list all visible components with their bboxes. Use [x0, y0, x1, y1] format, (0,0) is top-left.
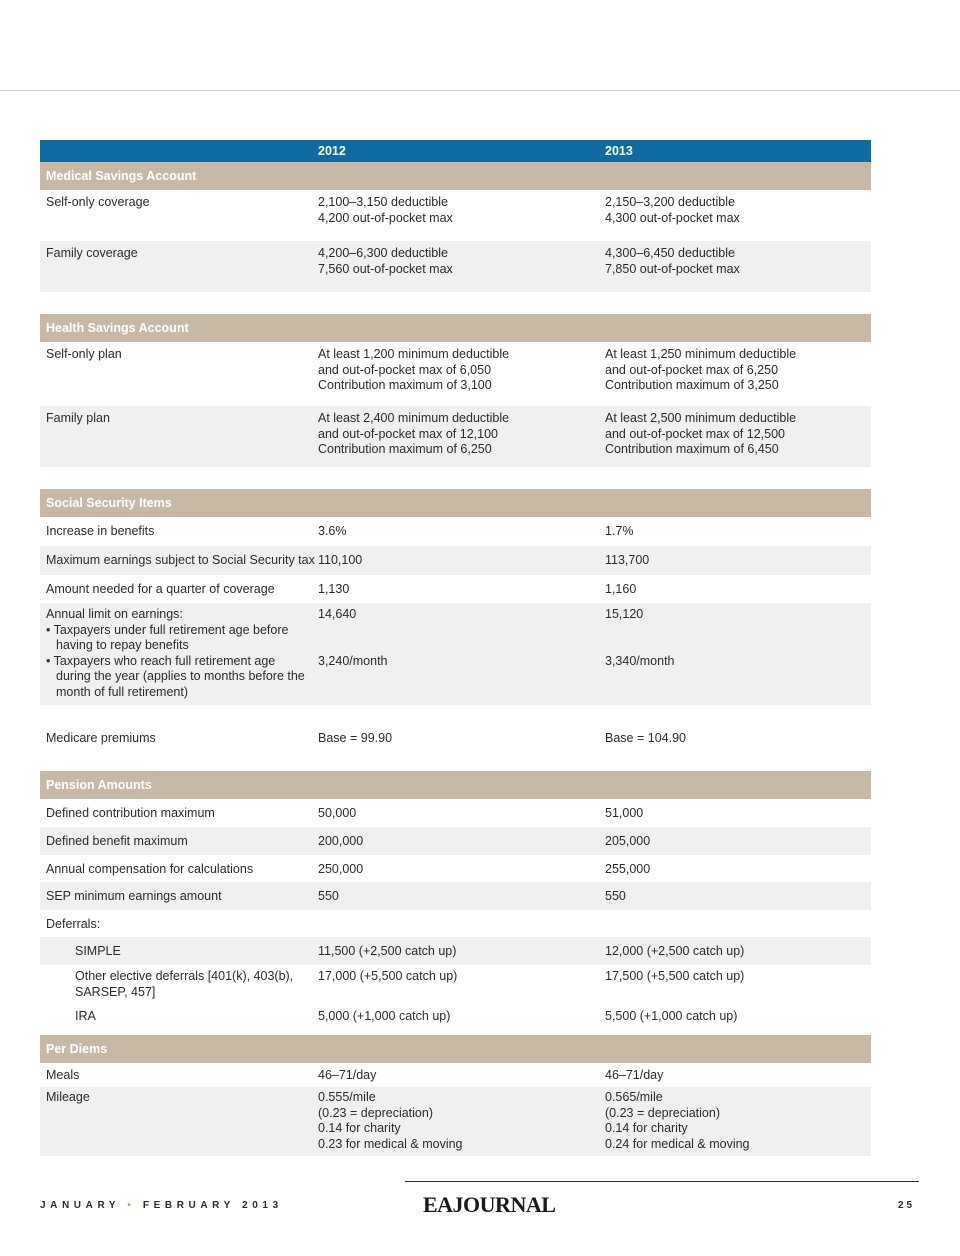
cell-line: 0.565/mile	[605, 1090, 663, 1104]
table-row	[40, 342, 871, 406]
cell-2012: 11,500 (+2,500 catch up)	[318, 944, 457, 958]
section-title: Social Security Items	[46, 496, 172, 510]
cell-line: and out-of-pocket max of 6,050	[318, 362, 492, 377]
section-gap	[40, 467, 871, 489]
cell-2012: 50,000	[318, 806, 357, 820]
cell-2013: 51,000	[605, 806, 644, 820]
tax-figures-table	[40, 140, 871, 1156]
bullet-line: • Taxpayers under full retirement age before	[46, 622, 289, 637]
cell-2012: 3.6%	[318, 524, 347, 538]
cell-line: 0.24 for medical & moving	[605, 1136, 750, 1151]
row-label: Self-only plan	[46, 347, 122, 361]
table-row	[40, 241, 871, 292]
cell-line: Contribution maximum of 3,100	[318, 378, 492, 392]
cell-line: Contribution maximum of 3,250	[605, 378, 779, 392]
section-title: Pension Amounts	[46, 778, 152, 792]
bullet-line: month of full retirement)	[56, 684, 188, 699]
issue-month-1: JANUARY	[40, 1200, 120, 1211]
row-label: Meals	[46, 1068, 80, 1082]
cell-2012: 46–71/day	[318, 1068, 377, 1082]
cell-2013: Base = 104.90	[605, 731, 686, 745]
cell-2013	[605, 411, 796, 458]
row-label: Mileage	[46, 1090, 90, 1104]
section-social-security-items	[40, 489, 871, 517]
bullet-line: having to repay benefits	[56, 638, 189, 652]
cell-line: 2,150–3,200 deductible	[605, 195, 735, 209]
cell-line: and out-of-pocket max of 12,500	[605, 426, 785, 441]
label-line: Other elective deferrals [401(k), 403(b),	[75, 969, 294, 983]
cell-line: 0.14 for charity	[605, 1121, 688, 1135]
cell-2013-a: 15,120	[605, 607, 644, 621]
cell-2013: 5,500 (+1,000 catch up)	[605, 1009, 738, 1023]
cell-2012	[318, 347, 509, 394]
cell-2013	[605, 195, 740, 226]
cell-2013: 17,500 (+5,500 catch up)	[605, 969, 745, 983]
issue-month-2: FEBRUARY	[142, 1200, 235, 1211]
cell-2013	[605, 246, 740, 277]
table-row	[40, 575, 871, 603]
cell-line: Contribution maximum of 6,250	[318, 442, 492, 456]
cell-2013: 550	[605, 889, 626, 903]
issue-year: 2013	[242, 1200, 283, 1211]
row-label: SIMPLE	[75, 944, 121, 958]
cell-2013: 12,000 (+2,500 catch up)	[605, 944, 745, 958]
section-pension-amounts	[40, 771, 871, 799]
row-label: Increase in benefits	[46, 524, 155, 538]
cell-line: At least 1,200 minimum deductible	[318, 347, 510, 361]
cell-2012: 200,000	[318, 834, 364, 848]
cell-2013: 113,700	[605, 553, 650, 567]
cell-line: 0.555/mile	[318, 1090, 376, 1104]
cell-2012: 110,100	[318, 553, 363, 567]
cell-line: 4,300–6,450 deductible	[605, 246, 735, 260]
table-row	[40, 965, 871, 1005]
section-title: Medical Savings Account	[46, 169, 197, 183]
cell-line: 4,300 out-of-pocket max	[605, 210, 740, 225]
section-gap	[40, 292, 871, 314]
section-title: Health Savings Account	[46, 321, 189, 335]
issue-separator: •	[127, 1200, 136, 1211]
issue-date	[40, 1200, 283, 1211]
row-label: Self-only coverage	[46, 195, 150, 209]
table-row	[40, 603, 871, 705]
label-line: SARSEP, 457]	[75, 984, 156, 999]
table-row	[40, 190, 871, 241]
cell-line: 7,560 out-of-pocket max	[318, 261, 453, 276]
cell-line: (0.23 = depreciation)	[318, 1105, 434, 1120]
cell-line: At least 2,500 minimum deductible	[605, 411, 797, 425]
cell-line: 4,200 out-of-pocket max	[318, 210, 453, 225]
cell-2013: 255,000	[605, 862, 651, 876]
cell-line: and out-of-pocket max of 6,250	[605, 362, 779, 377]
header-2012: 2012	[318, 144, 346, 158]
cell-line: 0.23 for medical & moving	[318, 1136, 463, 1151]
cell-2012	[318, 411, 509, 458]
cell-2012	[318, 1090, 463, 1152]
table-row	[40, 827, 871, 855]
top-rule	[0, 90, 960, 91]
cell-2012-a: 14,640	[318, 607, 357, 621]
table-row	[40, 517, 871, 546]
section-health-savings-account	[40, 314, 871, 342]
header-2013: 2013	[605, 144, 633, 158]
ea-journal-logo: EAJOURNAL	[423, 1192, 556, 1217]
bullet-line: • Taxpayers who reach full retirement age	[46, 653, 276, 668]
row-label: Amount needed for a quarter of coverage	[46, 582, 275, 596]
table-header	[40, 140, 871, 162]
cell-2012: 1,130	[318, 582, 350, 596]
table-row	[40, 705, 871, 771]
cell-2013: 46–71/day	[605, 1068, 664, 1082]
cell-line: At least 2,400 minimum deductible	[318, 411, 510, 425]
cell-2013: 1.7%	[605, 524, 634, 538]
cell-2013	[605, 1090, 750, 1152]
table-row	[40, 799, 871, 827]
row-label: Defined contribution maximum	[46, 806, 215, 820]
table-row	[40, 1005, 871, 1035]
table-row	[40, 546, 871, 575]
row-label	[75, 969, 293, 1000]
row-label: Maximum earnings subject to Social Security tax	[46, 553, 315, 567]
cell-line: (0.23 = depreciation)	[605, 1105, 721, 1120]
table-row	[40, 882, 871, 910]
table-row	[40, 855, 871, 882]
cell-2012: 5,000 (+1,000 catch up)	[318, 1009, 451, 1023]
row-label: Annual compensation for calculations	[46, 862, 254, 876]
table-row	[40, 937, 871, 965]
section-medical-savings-account	[40, 162, 871, 190]
cell-line: 4,200–6,300 deductible	[318, 246, 448, 260]
row-label: Deferrals:	[46, 917, 101, 931]
cell-2012	[318, 195, 453, 226]
cell-line: At least 1,250 minimum deductible	[605, 347, 797, 361]
page-number: 25	[898, 1200, 916, 1211]
bullet-line: during the year (applies to months before the	[56, 669, 305, 683]
row-label: IRA	[75, 1009, 96, 1023]
table-row	[40, 406, 871, 467]
row-label: SEP minimum earnings amount	[46, 889, 222, 903]
cell-2012: 550	[318, 889, 339, 903]
cell-2013: 205,000	[605, 834, 651, 848]
table-row	[40, 910, 871, 937]
section-per-diems	[40, 1035, 871, 1063]
cell-2012: Base = 99.90	[318, 731, 393, 745]
cell-2012	[318, 246, 453, 277]
cell-line: 7,850 out-of-pocket max	[605, 261, 740, 276]
cell-2012-b: 3,240/month	[318, 654, 388, 668]
cell-2013: 1,160	[605, 582, 637, 596]
cell-2013	[605, 347, 796, 394]
cell-line: and out-of-pocket max of 12,100	[318, 426, 498, 441]
row-label: Medicare premiums	[46, 731, 156, 745]
cell-line: Contribution maximum of 6,450	[605, 442, 779, 456]
cell-line: 2,100–3,150 deductible	[318, 195, 448, 209]
row-label: Defined benefit maximum	[46, 834, 188, 848]
row-label: Family coverage	[46, 246, 138, 260]
row-label	[46, 607, 311, 700]
table-row	[40, 1087, 871, 1156]
cell-2012: 250,000	[318, 862, 364, 876]
cell-2013-b: 3,340/month	[605, 654, 675, 668]
table-row	[40, 1063, 871, 1087]
earnings-limit-label: Annual limit on earnings:	[46, 607, 183, 621]
row-label: Family plan	[46, 411, 110, 425]
section-title: Per Diems	[46, 1042, 108, 1056]
cell-2012: 17,000 (+5,500 catch up)	[318, 969, 458, 983]
footer-rule	[405, 1181, 919, 1182]
cell-line: 0.14 for charity	[318, 1121, 401, 1135]
